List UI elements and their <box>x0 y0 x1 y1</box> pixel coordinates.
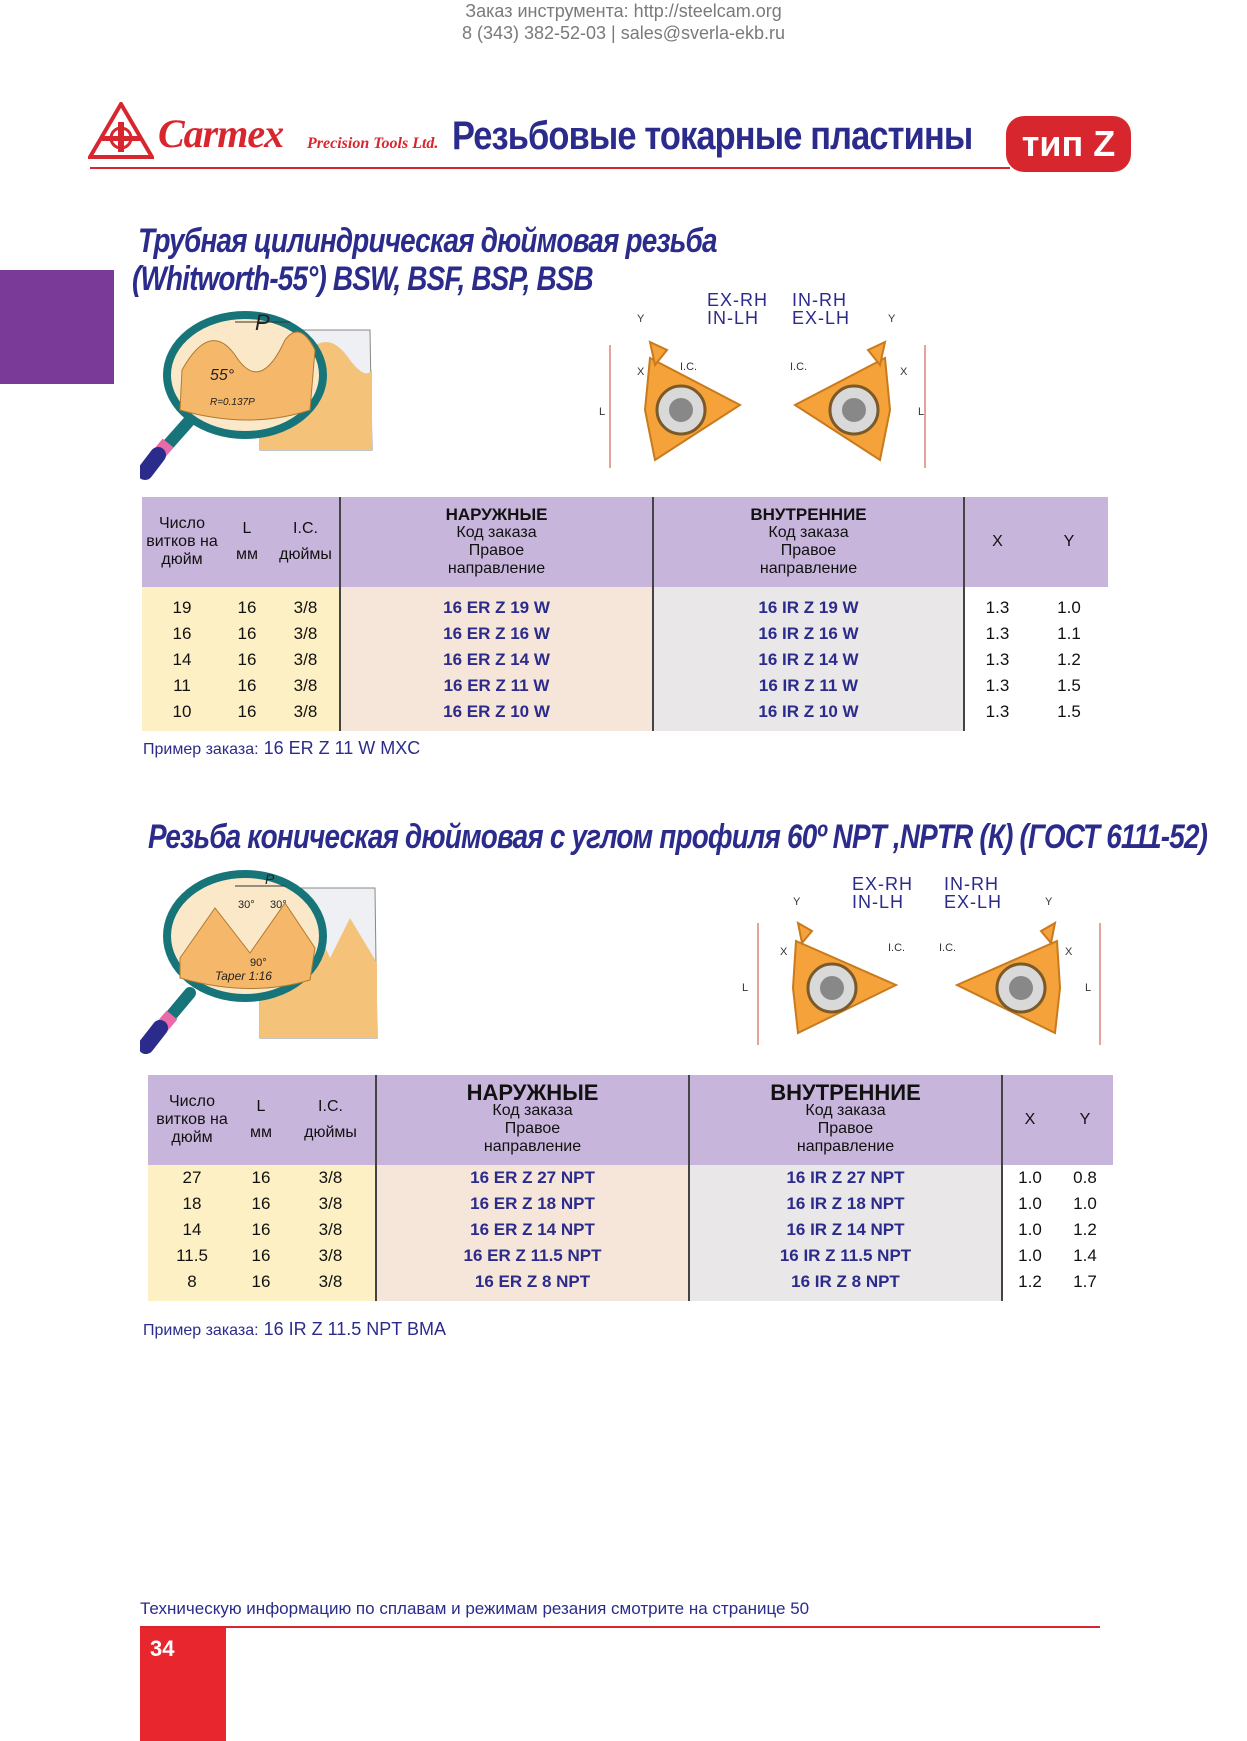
table-row: 11.5 16 3/8 16 ER Z 11.5 NPT 16 IR Z 11.5 NPT 1.0 1.4 <box>148 1243 1113 1269</box>
angle-c-label: 90° <box>250 957 267 969</box>
table-row: 16 16 3/8 16 ER Z 16 W 16 IR Z 16 W 1.3 1.1 <box>142 621 1108 647</box>
header-ic: I.C. дюймы <box>286 1075 376 1165</box>
dim-ic: I.C. <box>888 942 906 954</box>
footer-note: Техническую информацию по сплавам и режимам резания смотрите на странице 50 <box>140 1599 810 1618</box>
pitch-label: P <box>265 871 275 887</box>
table-row: 19 16 3/8 16 ER Z 19 W 16 IR Z 19 W 1.3 1.0 <box>142 595 1108 621</box>
dim-l: L <box>918 406 925 418</box>
table-row: 14 16 3/8 16 ER Z 14 NPT 16 IR Z 14 NPT 1.0 1.2 <box>148 1217 1113 1243</box>
dim-ic: I.C. <box>680 361 698 373</box>
side-tab-marker <box>0 270 114 384</box>
order-example-label: Пример заказа: <box>143 1322 259 1339</box>
dim-l: L <box>742 982 749 994</box>
dim-ic: I.C. <box>939 942 957 954</box>
magnifier-thread-illustration-npt <box>140 868 380 1058</box>
header-y: Y <box>1057 1075 1113 1165</box>
insert-diagram-in-rh-npt <box>935 893 1115 1053</box>
header-internal: ВНУТРЕННИЕ Код заказа Правое направление <box>689 1075 1002 1165</box>
header-internal: ВНУТРЕННИЕ Код заказа Правое направление <box>653 497 964 587</box>
label-in-lh: IN-LH <box>707 308 760 328</box>
dim-l: L <box>1085 982 1092 994</box>
angle-a-label: 30° <box>238 899 255 911</box>
contact-line-2: 8 (343) 382-52-03 | sales@sverla-ekb.ru <box>461 23 786 43</box>
footer-divider <box>140 1626 1100 1628</box>
order-example-code: 16 ER Z 11 W MXC <box>263 738 421 758</box>
label-ex-rh: EX-RH <box>852 874 914 894</box>
dim-y: Y <box>1045 896 1053 908</box>
header-divider <box>90 167 1010 169</box>
section1-title-line2: (Whitworth-55°) BSW, BSF, BSP, BSB <box>132 260 593 298</box>
angle-label: 55° <box>210 367 235 384</box>
angle-b-label: 30° <box>270 899 287 911</box>
insert-diagram-ex-rh-npt <box>738 893 918 1053</box>
header-external: НАРУЖНЫЕ Код заказа Правое направление <box>376 1075 689 1165</box>
order-example-2 <box>143 1319 446 1340</box>
dim-ic: I.C. <box>790 361 808 373</box>
magnifier-thread-illustration-whitworth <box>140 300 380 490</box>
header-tpi: Число витков на дюйм <box>142 497 222 587</box>
table-row: 14 16 3/8 16 ER Z 14 W 16 IR Z 14 W 1.3 1.2 <box>142 647 1108 673</box>
label-ex-lh: EX-LH <box>792 308 851 328</box>
radius-label: R=0.137P <box>210 397 255 408</box>
dim-y: Y <box>888 313 896 325</box>
label-in-rh: IN-RH <box>944 874 999 894</box>
dim-y: Y <box>637 313 645 325</box>
label-ex-rh: EX-RH <box>707 290 769 310</box>
section1-title-line1: Трубная цилиндрическая дюймовая резьба <box>138 222 717 260</box>
insert-diagram-in-rh <box>790 310 940 480</box>
table-row: 11 16 3/8 16 ER Z 11 W 16 IR Z 11 W 1.3 1.5 <box>142 673 1108 699</box>
table-row: 8 16 3/8 16 ER Z 8 NPT 16 IR Z 8 NPT 1.2 1.7 <box>148 1269 1113 1295</box>
header-x: X <box>964 497 1030 587</box>
order-example-1 <box>143 738 420 759</box>
brand-subtitle: Precision Tools Ltd. <box>307 135 439 152</box>
table-row: 10 16 3/8 16 ER Z 10 W 16 IR Z 10 W 1.3 1.5 <box>142 699 1108 725</box>
header-l: L мм <box>236 1075 286 1165</box>
dim-x: X <box>1065 946 1073 958</box>
page-number: 34 <box>150 1636 175 1661</box>
contact-line-1: Заказ инструмента: http://steelcam.org <box>465 1 782 21</box>
carmex-logo-icon <box>88 102 154 160</box>
header-l: L мм <box>222 497 272 587</box>
header-ic: I.C. дюймы <box>272 497 340 587</box>
order-example-code: 16 IR Z 11.5 NPT BMA <box>263 1319 446 1339</box>
order-example-label: Пример заказа: <box>143 741 259 758</box>
dim-x: X <box>637 366 645 378</box>
dim-x: X <box>780 946 788 958</box>
brand-name: Carmex <box>158 111 284 156</box>
pitch-label: P <box>255 310 270 335</box>
table-row: 18 16 3/8 16 ER Z 18 NPT 16 IR Z 18 NPT 1.0 1.0 <box>148 1191 1113 1217</box>
insert-diagram-ex-rh <box>595 310 745 480</box>
table-row: 27 16 3/8 16 ER Z 27 NPT 16 IR Z 27 NPT 1.0 0.8 <box>148 1165 1113 1191</box>
label-ex-lh: EX-LH <box>944 892 1003 912</box>
header-external: НАРУЖНЫЕ Код заказа Правое направление <box>340 497 653 587</box>
dim-l: L <box>599 406 606 418</box>
label-in-rh: IN-RH <box>792 290 847 310</box>
header-x: X <box>1002 1075 1057 1165</box>
header-tpi: Число витков на дюйм <box>148 1075 236 1165</box>
page-title: Резьбовые токарные пластины <box>452 114 973 158</box>
taper-label: Taper 1:16 <box>215 969 272 983</box>
header-y: Y <box>1030 497 1108 587</box>
npt-spec-table <box>148 1075 1113 1301</box>
dim-x: X <box>900 366 908 378</box>
label-in-lh: IN-LH <box>852 892 905 912</box>
section2-title: Резьба коническая дюймовая с углом профиля 60º NPT ,NPTR (К) (ГОСТ 6111-52) <box>148 818 1208 856</box>
type-badge: тип Z <box>1006 116 1131 172</box>
dim-y: Y <box>793 896 801 908</box>
whitworth-spec-table <box>142 497 1108 731</box>
